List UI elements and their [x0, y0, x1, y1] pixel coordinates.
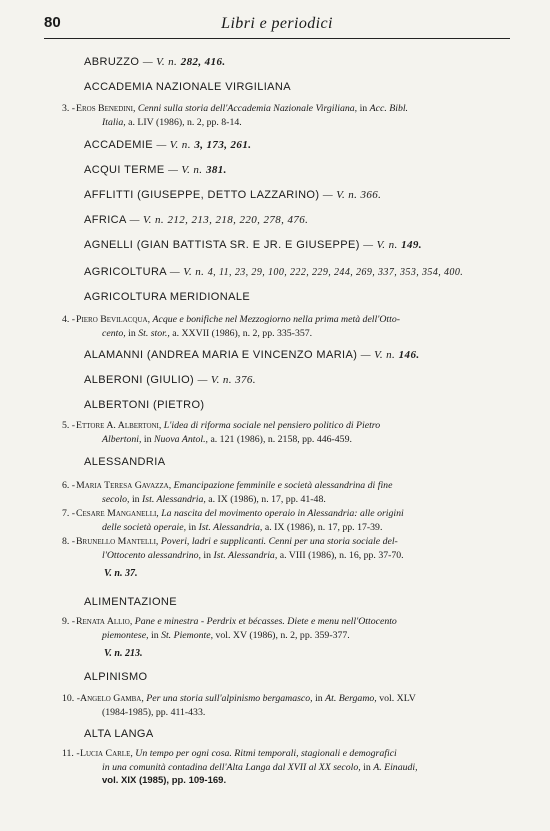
entry-author: Lucia Carle, — [80, 748, 133, 759]
heading-label: ACCADEMIA NAZIONALE VIRGILIANA — [84, 81, 291, 93]
heading-alpinismo: ALPINISMO — [84, 671, 148, 683]
heading-ref: — V. n. — [142, 56, 178, 68]
heading-afflitti: AFFLITTI (GIUSEPPE, DETTO LAZZARINO) — V. n. 366. — [84, 189, 382, 201]
heading-agnelli: AGNELLI (GIAN BATTISTA SR. E JR. E GIUSEPPE) — V. n. 149. — [84, 239, 422, 251]
entry-title: Poveri, ladri e supplicanti. Cenni per una storia sociale del- — [160, 536, 398, 547]
page-header — [44, 14, 510, 36]
entry-author: Brunello Mantelli, — [76, 536, 159, 547]
heading-alberoni: ALBERONI (GIULIO) — V. n. 376. — [84, 374, 256, 386]
entry-citation: a. LIV (1986), n. 2, pp. 8-14. — [128, 116, 242, 128]
see-also: V. n. 37. — [104, 568, 138, 579]
heading-accademie: ACCADEMIE — V. n. 3, 173, 261. — [84, 139, 252, 151]
entry-title: L'idea di riforma sociale nel pensiero politico di Pietro — [163, 420, 381, 431]
header-rule — [44, 38, 510, 39]
heading-label: ABRUZZO — [84, 56, 140, 68]
heading-acqui-terme: ACQUI TERME — V. n. 381. — [84, 164, 227, 176]
heading-agricoltura: AGRICOLTURA — V. n. 4, 11, 23, 29, 100, 222, 229, 244, 269, 337, 353, 354, 400. — [84, 266, 464, 278]
entry-title: Cenni sulla storia dell'Accademia Nazionale Virgiliana, — [137, 103, 358, 114]
entry-author: Ettore A. Albertoni, — [76, 420, 162, 431]
heading-agricoltura-meridionale: AGRICOLTURA MERIDIONALE — [84, 291, 251, 303]
entry-title: Per una storia sull'alpinismo bergamasco, — [146, 693, 313, 704]
entry-title: Emancipazione femminile e società alessandrina di fine — [173, 480, 393, 491]
entry-title: Acque e bonifiche nel Mezzogiorno nella prima metà dell'Otto- — [152, 314, 401, 325]
entry-number: 3. - — [62, 103, 76, 114]
heading-alamanni: ALAMANNI (ANDREA MARIA E VINCENZO MARIA) — V. n. 146. — [84, 349, 420, 361]
entry-author: Renata Allio, — [76, 616, 133, 627]
entry-author: Cesare Manganelli, — [76, 508, 159, 519]
heading-accademia-nazionale — [84, 81, 291, 93]
heading-africa: AFRICA — V. n. 212, 213, 218, 220, 278, 476. — [84, 214, 309, 226]
heading-abruzzo — [84, 56, 226, 68]
heading-alimentazione: ALIMENTAZIONE — [84, 596, 178, 608]
see-also: V. n. 213. — [104, 648, 143, 659]
entry-author: Angelo Gamba, — [80, 693, 144, 704]
heading-alessandria: ALESSANDRIA — [84, 456, 166, 468]
heading-alta-langa: ALTA LANGA — [84, 728, 154, 740]
heading-ref-numbers: 282, 416. — [180, 56, 226, 68]
entry-author: Maria Teresa Gavazza, — [76, 480, 172, 491]
entry-title: Un tempo per ogni cosa. Ritmi temporali, stagionali e demografici — [135, 748, 397, 759]
page-number: 80 — [44, 14, 61, 31]
running-title: Libri e periodici — [221, 15, 333, 32]
entry-title: La nascita del movimento operaio in Alessandria: alle origini — [161, 508, 404, 519]
entry-author: Eros Benedini, — [76, 103, 136, 114]
heading-albertoni: ALBERTONI (PIETRO) — [84, 399, 205, 411]
entry-author: Piero Bevilacqua, — [76, 314, 151, 325]
entry-title: Pane e minestra - Perdrix et bécasses. Diete e menu nell'Ottocento — [134, 616, 397, 627]
entry-journal: Acc. Bibl. — [369, 103, 409, 114]
